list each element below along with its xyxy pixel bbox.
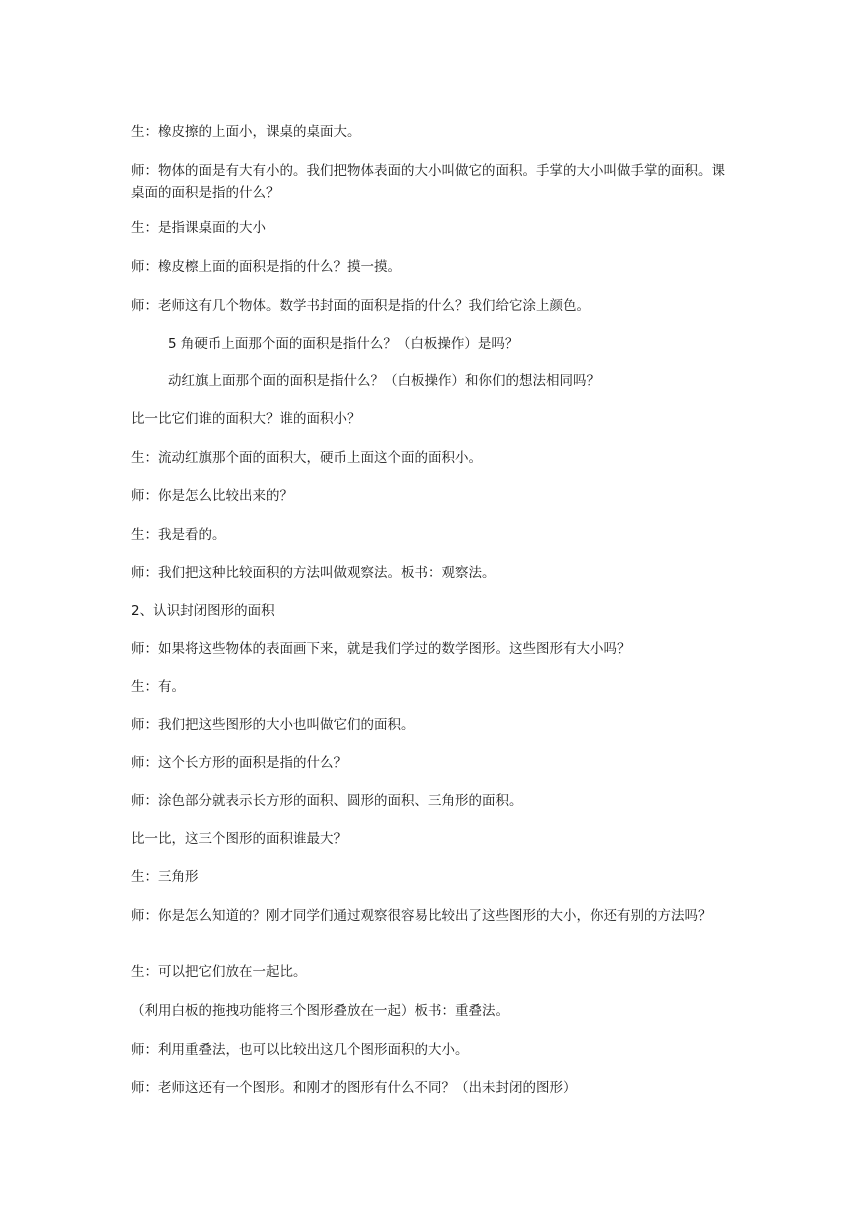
paragraph-5: 师：老师这有几个物体。数学书封面的面积是指的什么？我们给它涂上颜色。 [131, 298, 590, 314]
paragraph-20: 生：三角形 [131, 869, 199, 885]
paragraph-9: 生：流动红旗那个面的面积大，硬币上面这个面的面积小。 [131, 450, 482, 466]
paragraph-17: 师：这个长方形的面积是指的什么？ [131, 755, 347, 771]
paragraph-8: 比一比它们谁的面积大？谁的面积小？ [131, 411, 361, 427]
paragraph-10: 师：你是怎么比较出来的？ [131, 488, 293, 504]
paragraph-16: 师：我们把这些图形的大小也叫做它们的面积。 [131, 717, 415, 733]
paragraph-21: 师：你是怎么知道的？刚才同学们通过观察很容易比较出了这些图形的大小，你还有别的方法吗？ [131, 908, 712, 924]
paragraph-15: 生：有。 [131, 679, 185, 695]
paragraph-4: 师：橡皮檫上面的面积是指的什么？摸一摸。 [131, 259, 401, 275]
paragraph-12: 师：我们把这种比较面积的方法叫做观察法。板书：观察法。 [131, 565, 496, 581]
paragraph-23: （利用白板的拖拽功能将三个图形叠放在一起）板书：重叠法。 [131, 1003, 509, 1019]
paragraph-1: 生：橡皮擦的上面小，课桌的桌面大。 [131, 124, 361, 140]
paragraph-24: 师：利用重叠法，也可以比较出这几个图形面积的大小。 [131, 1042, 469, 1058]
paragraph-3: 生：是指课桌面的大小 [131, 220, 266, 236]
paragraph-6: 5 角硬币上面那个面的面积是指什么？（白板操作）是吗？ [168, 336, 519, 352]
section-heading: 2、认识封闭图形的面积 [131, 603, 275, 619]
paragraph-11: 生：我是看的。 [131, 527, 226, 543]
paragraph-19: 比一比，这三个图形的面积谁最大？ [131, 831, 347, 847]
paragraph-2: 师：物体的面是有大有小的。我们把物体表面的大小叫做它的面积。手掌的大小叫做手掌的面积。课桌面的面积是指的什么？ [131, 163, 725, 201]
paragraph-22: 生：可以把它们放在一起比。 [131, 964, 307, 980]
paragraph-25: 师：老师这还有一个图形。和刚才的图形有什么不同？（出未封闭的图形） [131, 1080, 577, 1096]
paragraph-18: 师：涂色部分就表示长方形的面积、圆形的面积、三角形的面积。 [131, 793, 523, 809]
paragraph-7: 动红旗上面那个面的面积是指什么？（白板操作）和你们的想法相同吗？ [168, 373, 600, 389]
paragraph-14: 师：如果将这些物体的表面画下来，就是我们学过的数学图形。这些图形有大小吗？ [131, 641, 631, 657]
